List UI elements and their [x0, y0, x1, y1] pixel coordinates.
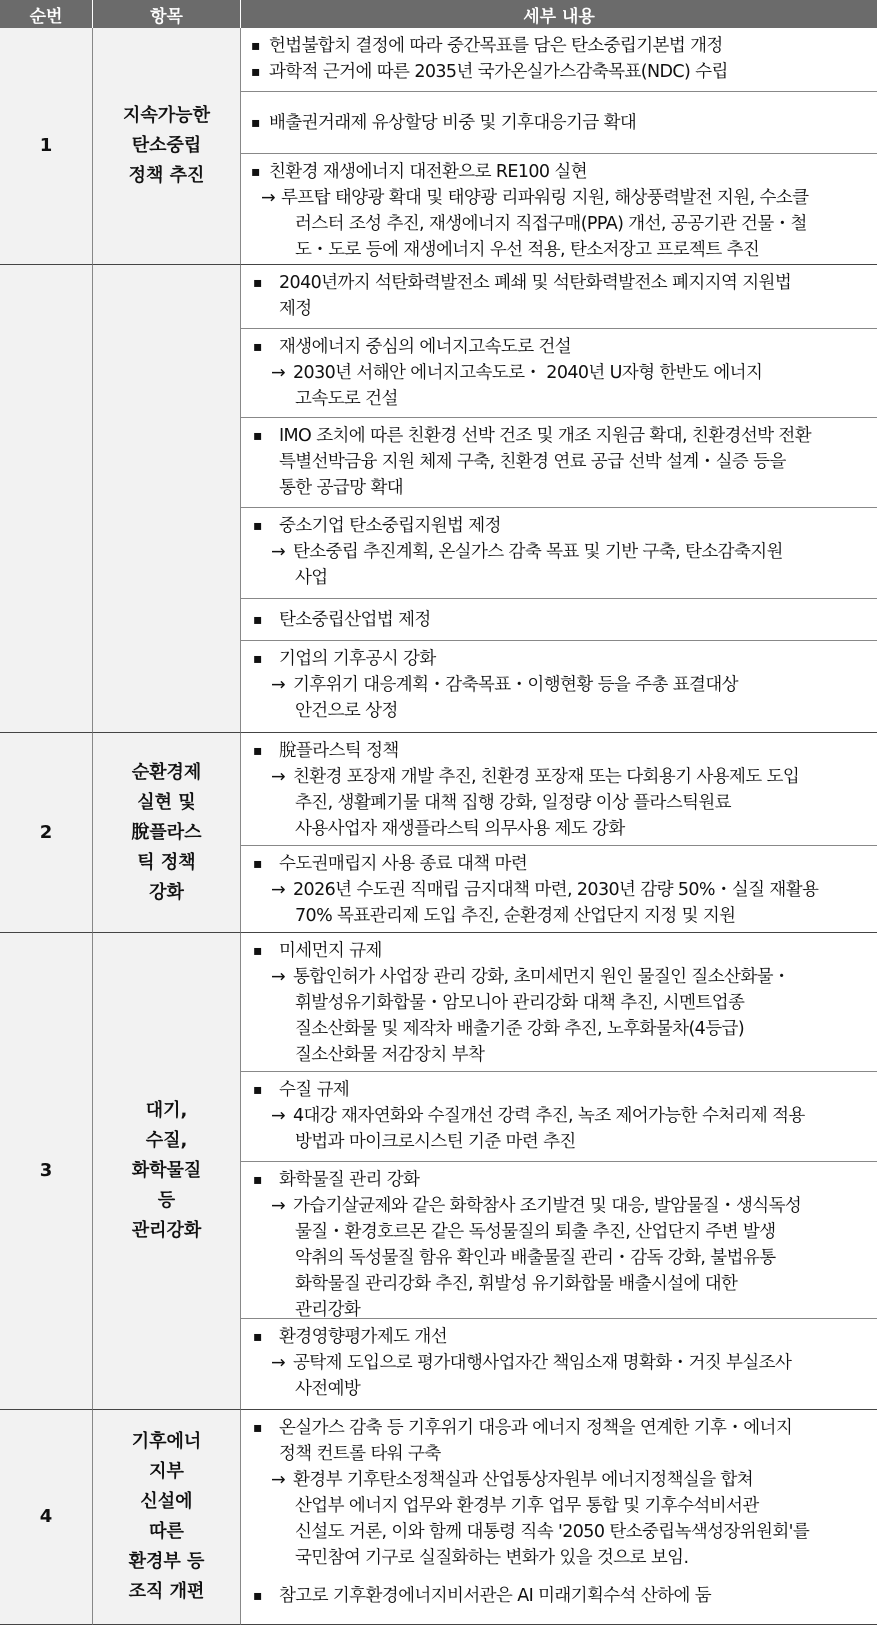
row-category-3: 대기, 수질, 화학물질 등 관리강화 — [93, 933, 241, 1410]
header-category: 항목 — [93, 0, 241, 28]
continuation-line: 악취의 독성물질 함유 확인과 배출물질 관리・감독 강화, 불법유통 — [295, 1248, 776, 1268]
detail-cell-1b-2 — [241, 329, 877, 418]
continuation-line: 고속도로 건설 — [295, 389, 398, 409]
continuation-line: 국민참여 기구로 실질화하는 변화가 있을 것으로 보임. — [295, 1548, 689, 1568]
continuation-line: 질소산화물 저감장치 부착 — [295, 1045, 485, 1065]
detail-cell-3-2 — [241, 1072, 877, 1162]
detail-cell-1b-4 — [241, 508, 877, 599]
detail-cell-1b-1 — [241, 265, 877, 329]
bullet-line: ▪ 배출권거래제 유상할당 비중 및 기후대응기금 확대 — [251, 110, 867, 136]
arrow-line: → 통합인허가 사업장 관리 강화, 초미세먼지 원인 물질인 질소산화물・ — [251, 964, 867, 990]
continuation-line: 특별선박금융 지원 체제 구축, 친환경 연료 공급 선박 설계・실증 등을 — [279, 452, 786, 472]
continuation-line: 산업부 에너지 업무와 환경부 기후 업무 통합 및 기후수석비서관 — [295, 1496, 759, 1516]
row-number-1: 1 — [0, 28, 93, 265]
continuation-line: 방법과 마이크로시스틴 기준 마련 추진 — [295, 1132, 576, 1152]
arrow-line: → 루프탑 태양광 확대 및 태양광 리파워링 지원, 해상풍력발전 지원, 수소클 — [251, 185, 867, 211]
continuation-line: 질소산화물 및 제작차 배출기준 강화 추진, 노후화물차(4등급) — [295, 1019, 745, 1039]
row-category-4: 기후에너 지부 신설에 따른 환경부 등 조직 개편 — [93, 1410, 241, 1625]
bullet-line: ▪ IMO 조치에 따른 친환경 선박 건조 및 개조 지원금 확대, 친환경선박 전환 — [251, 423, 867, 449]
row-number-4: 4 — [0, 1410, 93, 1625]
arrow-line: → 기후위기 대응계획・감축목표・이행현황 등을 주총 표결대상 — [251, 672, 867, 698]
arrow-line: → 친환경 포장재 개발 추진, 친환경 포장재 또는 다회용기 사용제도 도입 — [251, 764, 867, 790]
arrow-line: → 가습기살균제와 같은 화학참사 조기발견 및 대응, 발암물질・생식독성 — [251, 1193, 867, 1219]
continuation-line: 제정 — [279, 299, 312, 319]
continuation-line: 안건으로 상정 — [295, 701, 398, 721]
continuation-line: 70% 목표관리제 도입 추진, 순환경제 산업단지 지정 및 지원 — [295, 906, 736, 926]
bullet-line: ▪ 脫플라스틱 정책 — [251, 738, 867, 764]
row-category-2: 순환경제 실현 및 脫플라스 틱 정책 강화 — [93, 733, 241, 933]
detail-cell-1b-5 — [241, 599, 877, 641]
detail-cell-3-3 — [241, 1162, 877, 1319]
detail-cell-1-1 — [241, 28, 877, 92]
continuation-line: 신설도 거론, 이와 함께 대통령 직속 '2050 탄소중립녹색성장위원회'를 — [295, 1522, 810, 1542]
bullet-line: ▪ 화학물질 관리 강화 — [251, 1167, 867, 1193]
bullet-line: ▪ 중소기업 탄소중립지원법 제정 — [251, 513, 867, 539]
continuation-line: 사전예방 — [295, 1379, 361, 1399]
detail-cell-1b-3 — [241, 418, 877, 508]
row-number-blank — [0, 265, 93, 733]
bullet-line: ▪ 참고로 기후환경에너지비서관은 AI 미래기획수석 산하에 둠 — [251, 1583, 867, 1609]
bullet-line: ▪ 온실가스 감축 등 기후위기 대응과 에너지 정책을 연계한 기후・에너지 — [251, 1415, 867, 1441]
continuation-line: 추진, 생활폐기물 대책 집행 강화, 일정량 이상 플라스틱원료 — [295, 793, 731, 813]
continuation-line: 화학물질 관리강화 추진, 휘발성 유기화합물 배출시설에 대한 — [295, 1274, 738, 1294]
arrow-line: → 환경부 기후탄소정책실과 산업통상자원부 에너지정책실을 합쳐 — [251, 1467, 867, 1493]
bullet-line: ▪ 기업의 기후공시 강화 — [251, 646, 867, 672]
bullet-line: ▪ 미세먼지 규제 — [251, 938, 867, 964]
arrow-line: → 4대강 재자연화와 수질개선 강력 추진, 녹조 제어가능한 수처리제 적용 — [251, 1103, 867, 1129]
detail-cell-1b-6 — [241, 641, 877, 733]
arrow-line: → 2030년 서해안 에너지고속도로・ 2040년 U자형 한반도 에너지 — [251, 360, 867, 386]
row-number-2: 2 — [0, 733, 93, 933]
detail-cell-1-3 — [241, 154, 877, 265]
bullet-line: ▪ 수질 규제 — [251, 1077, 867, 1103]
detail-cell-4-1 — [241, 1410, 877, 1625]
bullet-line: ▪ 재생에너지 중심의 에너지고속도로 건설 — [251, 334, 867, 360]
bullet-line: ▪ 탄소중립산업법 제정 — [251, 607, 867, 633]
detail-cell-2-2 — [241, 846, 877, 933]
arrow-line: → 탄소중립 추진계획, 온실가스 감축 목표 및 기반 구축, 탄소감축지원 — [251, 539, 867, 565]
bullet-line: ▪ 수도권매립지 사용 종료 대책 마련 — [251, 851, 867, 877]
continuation-line: 사업 — [295, 568, 328, 588]
continuation-line: 물질・환경호르몬 같은 독성물질의 퇴출 추진, 산업단지 주변 발생 — [295, 1222, 776, 1242]
continuation-line: 통한 공급망 확대 — [279, 478, 404, 498]
arrow-line: → 공탁제 도입으로 평가대행사업자간 책임소재 명확화・거짓 부실조사 — [251, 1350, 867, 1376]
row-category-1: 지속가능한 탄소중립 정책 추진 — [93, 28, 241, 265]
detail-cell-3-4 — [241, 1319, 877, 1410]
bullet-line: ▪ 2040년까지 석탄화력발전소 폐쇄 및 석탄화력발전소 폐지지역 지원법 — [251, 270, 867, 296]
detail-cell-2-1 — [241, 733, 877, 846]
continuation-line: 러스터 조성 추진, 재생에너지 직접구매(PPA) 개선, 공공기관 건물・철 — [295, 214, 807, 234]
bullet-line: ▪ 과학적 근거에 따른 2035년 국가온실가스감축목표(NDC) 수립 — [251, 59, 867, 85]
continuation-line: 휘발성유기화합물・암모니아 관리강화 대책 추진, 시멘트업종 — [295, 993, 745, 1013]
bullet-line: ▪ 환경영향평가제도 개선 — [251, 1324, 867, 1350]
bullet-line: ▪ 헌법불합치 결정에 따라 중간목표를 담은 탄소중립기본법 개정 — [251, 33, 867, 59]
continuation-line: 관리강화 — [295, 1300, 361, 1320]
continuation-line: 도・도로 등에 재생에너지 우선 적용, 탄소저장고 프로젝트 추진 — [295, 240, 760, 260]
detail-cell-1-2 — [241, 92, 877, 154]
detail-cell-3-1 — [241, 933, 877, 1072]
header-details: 세부 내용 — [241, 0, 877, 28]
arrow-line: → 2026년 수도권 직매립 금지대책 마련, 2030년 감량 50%・실질 재활용 — [251, 877, 867, 903]
continuation-line: 정책 컨트롤 타워 구축 — [279, 1444, 441, 1464]
row-category-blank — [93, 265, 241, 733]
row-number-3: 3 — [0, 933, 93, 1410]
continuation-line: 사용사업자 재생플라스틱 의무사용 제도 강화 — [295, 819, 625, 839]
bullet-line: ▪ 친환경 재생에너지 대전환으로 RE100 실현 — [251, 159, 867, 185]
header-number: 순번 — [0, 0, 93, 28]
